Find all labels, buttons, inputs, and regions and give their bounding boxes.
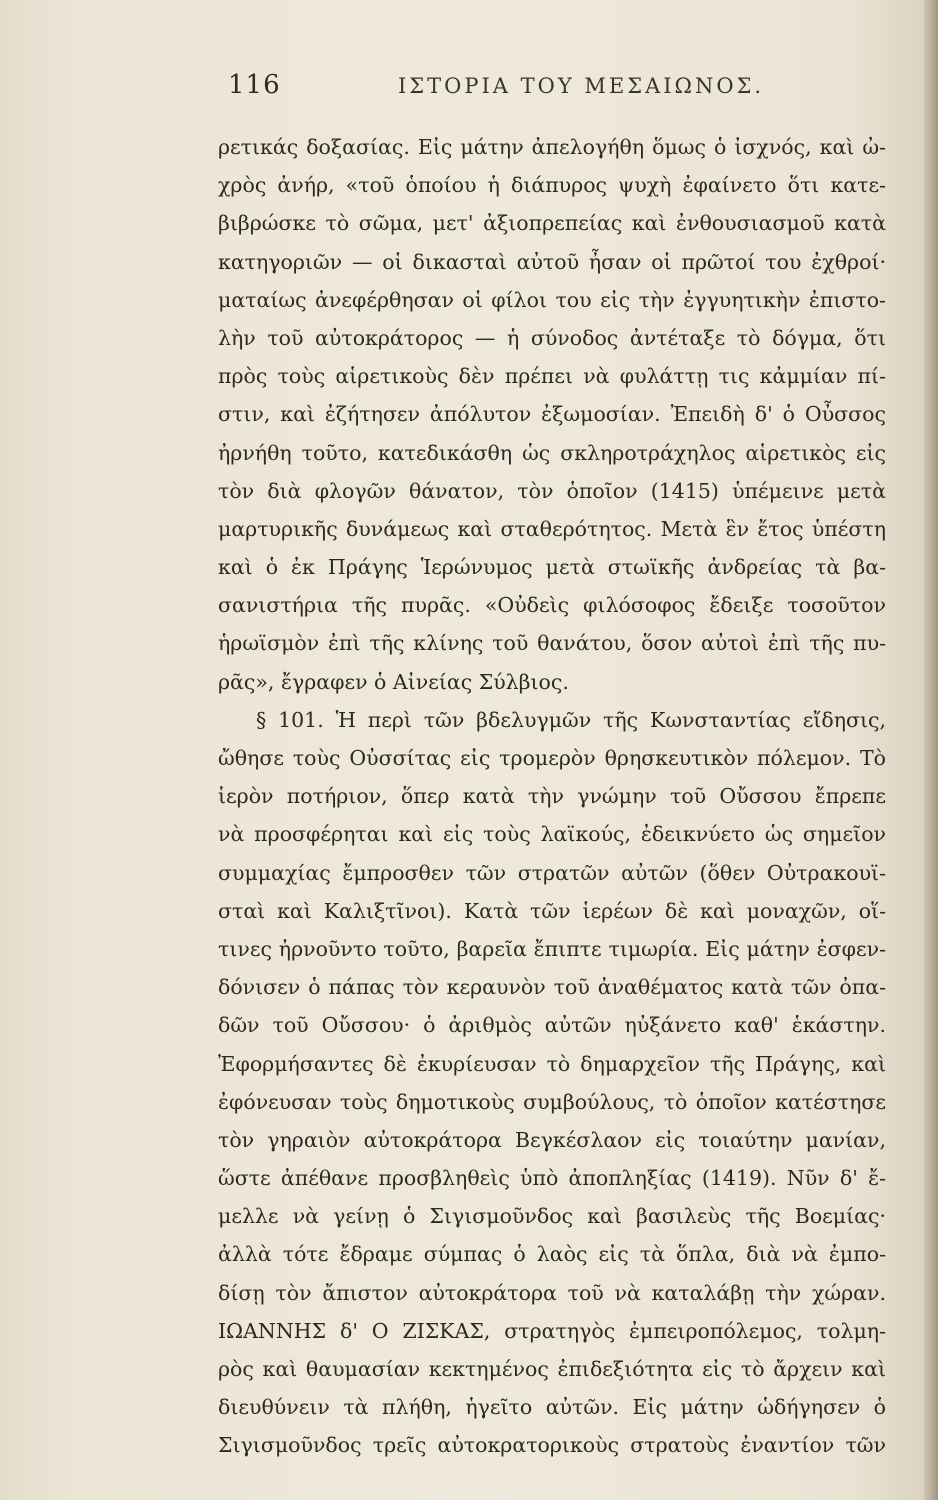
page-edge (924, 0, 938, 1500)
text-line: ρᾶς», ἔγραφεν ὁ Αἰνείας Σύλβιος. (218, 669, 569, 694)
text-line: ρετικάς δοξασίας. Εἰς μάτην ἀπελογήθη ὅμως ὁ ἰσχνός, καὶ ὠ- (218, 135, 886, 159)
page-header (228, 70, 828, 110)
text-line: ἱερὸν ποτήριον, ὅπερ κατὰ τὴν γνώμην τοῦ Οὔσσου ἔπρεπε (218, 784, 886, 809)
text-line: κατηγοριῶν — οἱ δικασταὶ αὐτοῦ ἦσαν οἱ πρῶτοί του ἐχθροί· (218, 249, 886, 274)
text-line: χρὸς ἀνήρ, «τοῦ ὁποίου ἡ διάπυρος ψυχὴ ἐφαίνετο ὅτι κατε- (218, 173, 886, 198)
text-line: ἀλλὰ τότε ἔδραμε σύμπας ὁ λαὸς εἰς τὰ ὅπλα, διὰ νὰ ἐμπο- (218, 1242, 886, 1267)
page-number: 116 (228, 70, 281, 100)
text-line: δῶν τοῦ Οὔσσου· ὁ ἀριθμὸς αὐτῶν ηὐξάνετο καθ' ἑκάστην. (218, 1013, 886, 1038)
text-line: τὸν διὰ φλογῶν θάνατον, τὸν ὁποῖον (1415) ὑπέμεινε μετὰ (218, 478, 886, 503)
text-line: λὴν τοῦ αὐτοκράτορος — ἡ σύνοδος ἀντέταξε τὸ δόγμα, ὅτι (218, 325, 886, 350)
text-line: σανιστήρια τῆς πυρᾶς. «Οὐδεὶς φιλόσοφος ἔδειξε τοσοῦτον (218, 593, 886, 618)
text-line: ΙΩΑΝΝΗΣ δ' Ο ΖΙΣΚΑΣ, στρατηγὸς ἐμπειροπόλεμος, τολμη- (218, 1318, 886, 1343)
text-line: συμμαχίας ἔμπροσθεν τῶν στρατῶν αὐτῶν (ὅθεν Οὐτρακουϊ- (218, 860, 886, 885)
text-line: ρὸς καὶ θαυμασίαν κεκτημένος ἐπιδεξιότητα εἰς τὸ ἄρχειν καὶ (218, 1357, 886, 1381)
text-line: δίσῃ τὸν ἄπιστον αὐτοκράτορα τοῦ νὰ καταλάβῃ τὴν χώραν. (218, 1280, 886, 1305)
section-heading-line: § 101. Ἡ περὶ τῶν βδελυγμῶν τῆς Κωνσταντίας εἴδησις, (256, 707, 886, 732)
text-line: μαρτυρικῆς δυνάμεως καὶ σταθερότητος. Μετὰ ἓν ἔτος ὑπέστη (218, 516, 886, 541)
text-line: ἡρωϊσμὸν ἐπὶ τῆς κλίνης τοῦ θανάτου, ὅσον αὐτοὶ ἐπὶ τῆς πυ- (218, 631, 886, 656)
text-line: ματαίως ἀνεφέρθησαν οἱ φίλοι του εἰς τὴν ἐγγυητικὴν ἐπιστο- (218, 287, 886, 312)
text-line: καὶ ὁ ἐκ Πράγης Ἱερώνυμος μετὰ στωϊκῆς ἀνδρείας τὰ βα- (218, 555, 886, 580)
text-line: πρὸς τοὺς αἱρετικοὺς δὲν πρέπει νὰ φυλάττῃ τις κἀμμίαν πί- (218, 364, 886, 389)
text-line: Ἐφορμήσαντες δὲ ἐκυρίευσαν τὸ δημαρχεῖον τῆς Πράγης, καὶ (218, 1051, 886, 1076)
text-line: βιβρώσκε τὸ σῶμα, μετ' ἀξιοπρεπείας καὶ ἐνθουσιασμοῦ κατὰ (218, 211, 886, 236)
text-line: δόνισεν ὁ πάπας τὸν κεραυνὸν τοῦ ἀναθέματος κατὰ τῶν ὀπα- (218, 975, 886, 1000)
text-line: ὤθησε τοὺς Οὐσσίτας εἰς τρομερὸν θρησκευτικὸν πόλεμον. Τὸ (218, 746, 886, 770)
running-head: ΙΣΤΟΡΙΑ ΤΟΥ ΜΕΣΑΙΩΝΟΣ. (398, 74, 765, 98)
text-line: τινες ἠρνοῦντο τοῦτο, βαρεῖα ἔπιπτε τιμωρία. Εἰς μάτην ἐσφεν- (218, 936, 886, 961)
text-line: σταὶ καὶ Καλιξτῖνοι). Κατὰ τῶν ἱερέων δὲ καὶ μοναχῶν, οἵ- (218, 898, 886, 923)
text-line: μελλε νὰ γείνῃ ὁ Σιγισμοῦνδος καὶ βασιλεὺς τῆς Βοεμίας· (218, 1204, 886, 1229)
text-line: διευθύνειν τὰ πλήθη, ἡγεῖτο αὐτῶν. Εἰς μάτην ὡδήγησεν ὁ (218, 1395, 886, 1420)
text-line: τὸν γηραιὸν αὐτοκράτορα Βεγκέσλαον εἰς τοιαύτην μανίαν, (218, 1127, 886, 1152)
text-line: Σιγισμοῦνδος τρεῖς αὐτοκρατορικοὺς στρατοὺς ἐναντίον τῶν (218, 1433, 886, 1458)
text-line: στιν, καὶ ἐζήτησεν ἀπόλυτον ἐξωμοσίαν. Ἐπειδὴ δ' ὁ Οὖσσος (218, 402, 886, 427)
text-line: ὥστε ἀπέθανε προσβληθεὶς ὑπὸ ἀποπληξίας (1419). Νῦν δ' ἔ- (218, 1166, 886, 1191)
text-line: νὰ προσφέρηται καὶ εἰς τοὺς λαϊκούς, ἐδεικνύετο ὡς σημεῖον (218, 822, 886, 847)
body-text (218, 128, 886, 1465)
text-line: ἠρνήθη τοῦτο, κατεδικάσθη ὡς σκληροτράχηλος αἱρετικὸς εἰς (218, 440, 886, 465)
text-line: ἐφόνευσαν τοὺς δημοτικοὺς συμβούλους, τὸ ὁποῖον κατέστησε (218, 1089, 886, 1114)
